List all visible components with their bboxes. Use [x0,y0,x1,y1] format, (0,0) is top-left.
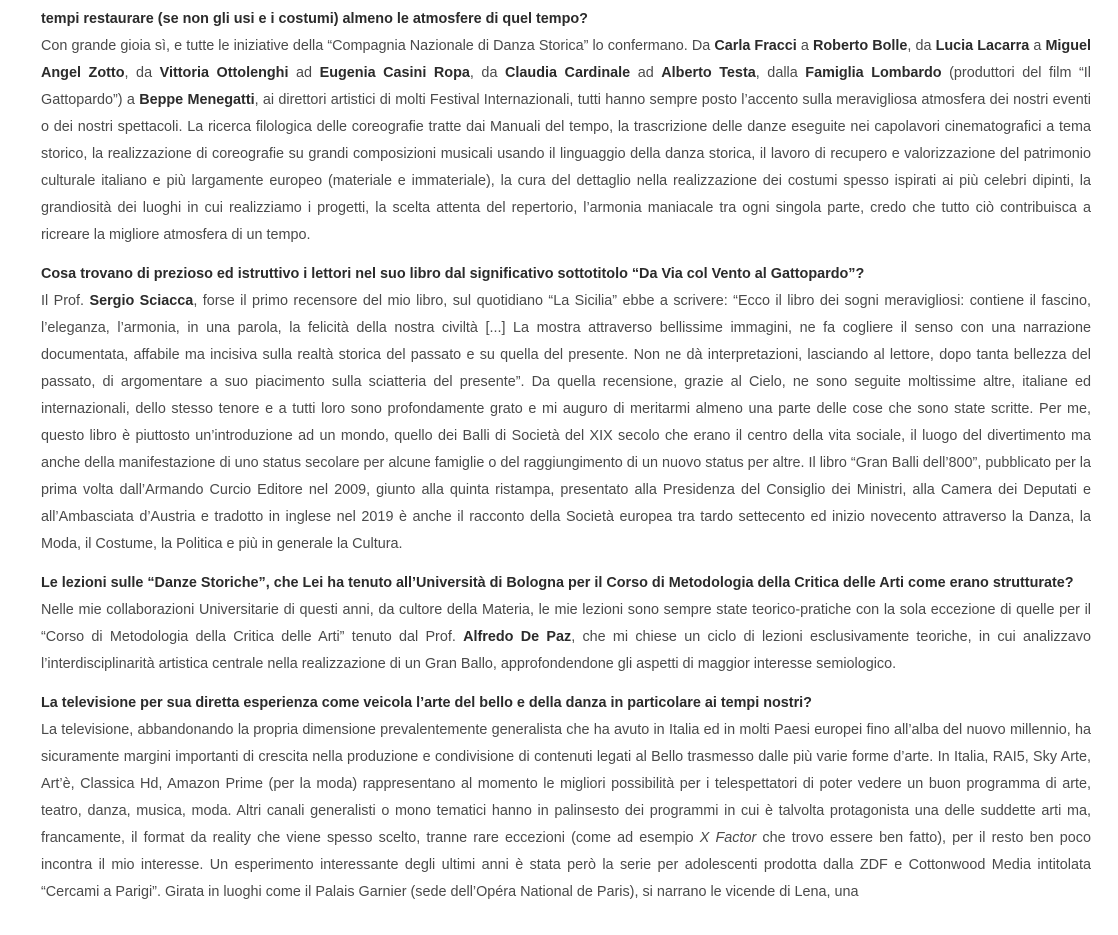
person-name: Claudia Cardinale [505,65,631,81]
emphasized-title: X Factor [699,830,757,846]
person-name: Sergio Sciacca [89,293,194,309]
interview-answer: La televisione, abbandonando la propria dimensione prevalentemente generalista che ha avuto in Italia ed in molti Paesi europei fino all’alba del nuovo millennio, ha sicuramente margini importanti di crescita nella produzione e condivisione di contenuti legati al Bello trasmesso dalle più varie forme d’arte. In Italia, RAI5, Sky Arte, Art’è, Classica Hd, Amazon Prime (per la moda) rappresentano al momento le migliori possibilità per i telespettatori di poter vedere un buon programma di arte, teatro, danza, musica, moda. Altri canali generalisti o mono tematici hanno in palinsesto dei programmi in cui è talvolta protagonista una delle suddette arti ma, francamente, il format da reality che viene spesso scelto, tranne rare eccezioni (come ad esempio X Factor che trovo essere ben fatto), per il resto ben poco incontra il mio interesse. Un esperimento interessante degli ultimi anni è stata però la serie per adolescenti prodotta dalla ZDF e Cottonwood Media intitolata “Cercami a Parigi”. Girata in luoghi come il Palais Garnier (sede dell’Opéra National de Paris), si narrano le vicende di Lena, una [41,722,1091,900]
interview-answer: Il Prof. Sergio Sciacca, forse il primo recensore del mio libro, sul quotidiano “La Sicilia” ebbe a scrivere: “Ecco il libro dei sogni meravigliosi: contiene il fascino, l’eleganza, l’armonia, in una parola, la felicità della nostra civiltà [...] La mostra attraverso bellissime immagini, ne fa cogliere il senso con una narrazione documentata, affabile ma incisiva sulla realtà storica del passato e su quella del presente. Non ne dà interpretazioni, lasciando al lettore, dopo tanta bellezza del passato, di argomentare a suo piacimento sulla sciatteria del presente”. Da quella recensione, grazie al Cielo, ne sono seguite moltissime altre, italiane ed internazionali, dello stesso tenore e a tutti loro sono profondamente grato e mi auguro di meritarmi almeno una parte delle cose che sono state scritte. Per me, questo libro è piuttosto un’introduzione ad un mondo, quello dei Balli di Società del XIX secolo che erano il centro della vita sociale, il luogo del divertimento ma anche della manifestazione di uno status secolare per alcune famiglie o del raggiungimento di un nuovo status per altre. Il libro “Gran Balli dell’800”, pubblicato per la prima volta dall’Armando Curcio Editore nel 2009, giunto alla quinta ristampa, presentato alla Presidenza del Consiglio dei Ministri, alla Camera dei Deputati e all’Ambasciata d’Austria e tradotto in inglese nel 2019 è anche il racconto della Società europea tra tardo settecento ed inizio novecento attraverso la Danza, la Moda, il Costume, la Politica e più in generale la Cultura. [41,293,1091,552]
interview-answer: Con grande gioia sì, e tutte le iniziative della “Compagnia Nazionale di Danza Storica” lo confermano. Da Carla Fracci a Roberto Bolle, da Lucia Lacarra a Miguel Angel Zotto, da Vittoria Ottolenghi ad Eugenia Casini Ropa, da Claudia Cardinale ad Alberto Testa, dalla Famiglia Lombardo (produttori del film “Il Gattopardo”) a Beppe Menegatti, ai direttori artistici di molti Festival Internazionali, tutti hanno sempre posto l’accento sulla meravigliosa atmosfera dei nostri eventi o dei nostri spettacoli. La ricerca filologica delle coreografie tratte dai Manuali del tempo, la trascrizione delle danze eseguite nei capolavori cinematografici a tema storico, la realizzazione di coreografie su grandi composizioni musicali usando il linguaggio della danza storica, il lavoro di recupero e valorizzazione del patrimonio culturale italiano e più largamente europeo (materiale e immateriale), la cura del dettaglio nella realizzazione dei costumi spesso ispirati ai più celebri dipinti, la grandiosità dei luoghi in cui realizziamo i progetti, la scelta attenta del repertorio, l’armonia maniacale tra ogni singola parte, credo che tutto ciò contribuisca a ricreare la migliore atmosfera di un tempo. [41,38,1092,243]
interview-question: Le lezioni sulle “Danze Storiche”, che Lei ha tenuto all’Università di Bologna per il Corso di Metodologia della Critica delle Arti come erano strutturate? [41,575,1074,591]
person-name: Roberto Bolle [812,38,908,54]
interview-question: tempi restaurare (se non gli usi e i costumi) almeno le atmosfere di quel tempo? [41,11,588,27]
interview-question: Cosa trovano di prezioso ed istruttivo i lettori nel suo libro dal significativo sottotitolo “Da Via col Vento al Gattopardo”? [41,266,865,282]
person-name: Miguel Angel Zotto [41,38,1092,81]
person-name: Lucia Lacarra [935,38,1030,54]
interview-question: La televisione per sua diretta esperienza come veicola l’arte del bello e della danza in particolare ai tempi nostri? [41,695,812,711]
person-name: Eugenia Casini Ropa [319,65,470,81]
interview-answer: Nelle mie collaborazioni Universitarie di questi anni, da cultore della Materia, le mie lezioni sono sempre state teorico-pratiche con la sola eccezione di quelle per il “Corso di Metodologia della Critica delle Arti” tenuto dal Prof. Alfredo De Paz, che mi chiese un ciclo di lezioni esclusivamente teoriche, in cui analizzavo l’interdisciplinarità artistica centrale nella realizzazione di un Gran Ballo, approfondendone gli aspetti di maggior interesse semiologico. [41,602,1091,672]
person-name: Beppe Menegatti [139,92,255,108]
person-name: Alfredo De Paz [463,629,572,645]
person-name: Vittoria Ottolenghi [159,65,289,81]
person-name: Famiglia Lombardo [805,65,942,81]
person-name: Alberto Testa [661,65,756,81]
person-name: Carla Fracci [714,38,797,54]
interview-article [41,6,1091,918]
